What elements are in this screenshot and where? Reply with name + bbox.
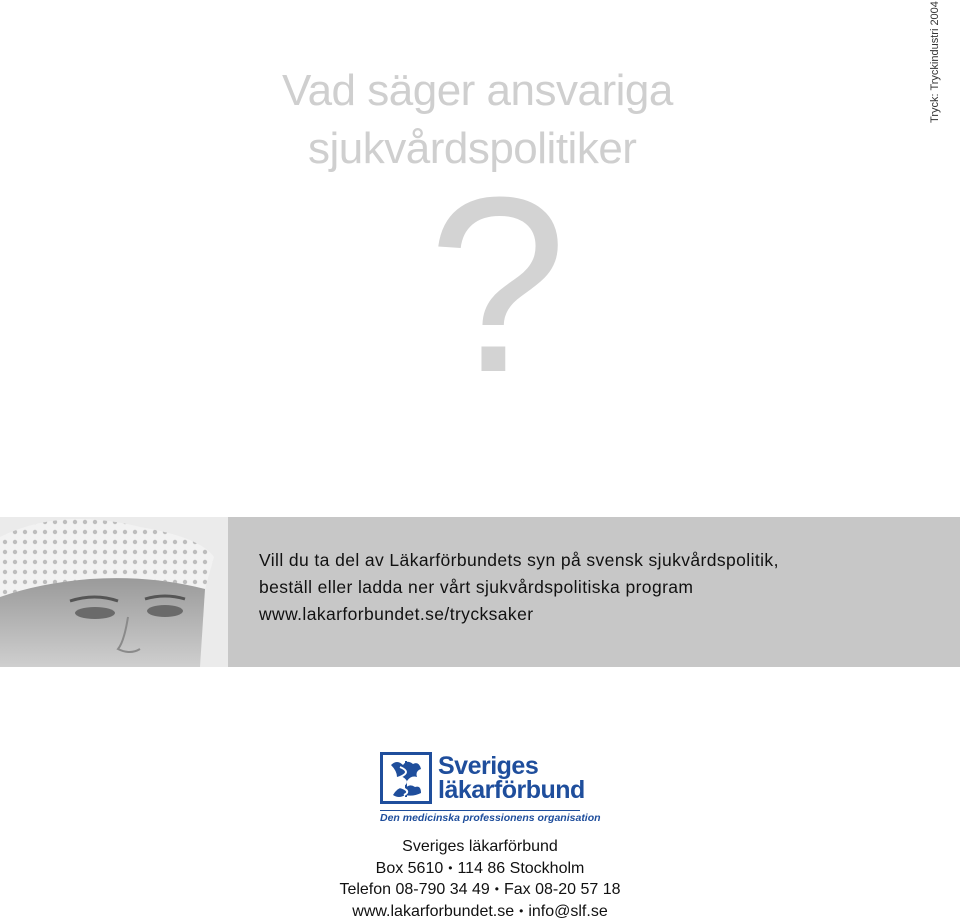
address-email-link[interactable]: info@slf.se <box>528 903 607 920</box>
address-web-line <box>280 901 680 922</box>
contact-address <box>280 837 680 922</box>
surgeon-photo-illustration <box>0 517 228 667</box>
address-fax: Fax 08-20 57 18 <box>504 881 621 898</box>
separator-bullet: • <box>448 861 452 875</box>
address-org: Sveriges läkarförbund <box>280 837 680 858</box>
logo-name-line-1: Sveriges <box>438 754 585 778</box>
banner-url[interactable]: www.lakarforbundet.se/trycksaker <box>259 601 779 628</box>
oak-leaf-serpent-icon <box>383 755 429 801</box>
question-mark: ? <box>428 160 567 410</box>
info-banner <box>0 517 960 667</box>
logo-name-line-2: läkarförbund <box>438 778 585 802</box>
address-web-link[interactable]: www.lakarforbundet.se <box>352 903 514 920</box>
logo-wordmark <box>438 754 585 802</box>
banner-line-1: Vill du ta del av Läkarförbundets syn på svensk sjukvårdspolitik, <box>259 547 779 574</box>
address-postal: 114 86 Stockholm <box>457 860 584 877</box>
headline-line-1: Vad säger ansvariga <box>282 66 673 115</box>
logo-emblem <box>380 752 432 804</box>
surgeon-photo <box>0 517 228 667</box>
address-phone-line <box>280 879 680 901</box>
address-phone: Telefon 08-790 34 49 <box>339 881 489 898</box>
print-credit: Tryck: Tryckindustri 2004 <box>929 0 941 127</box>
address-box: Box 5610 <box>376 860 444 877</box>
banner-text <box>259 547 779 628</box>
separator-bullet: • <box>495 882 499 896</box>
logo-tagline: Den medicinska professionens organisation <box>380 810 580 824</box>
banner-line-2: beställ eller ladda ner vårt sjukvårdspolitiska program <box>259 574 779 601</box>
address-postal-line <box>280 858 680 880</box>
headline-line-2: sjukvårdspolitiker <box>308 120 673 178</box>
organization-logo <box>380 752 580 828</box>
separator-bullet: • <box>519 904 523 918</box>
